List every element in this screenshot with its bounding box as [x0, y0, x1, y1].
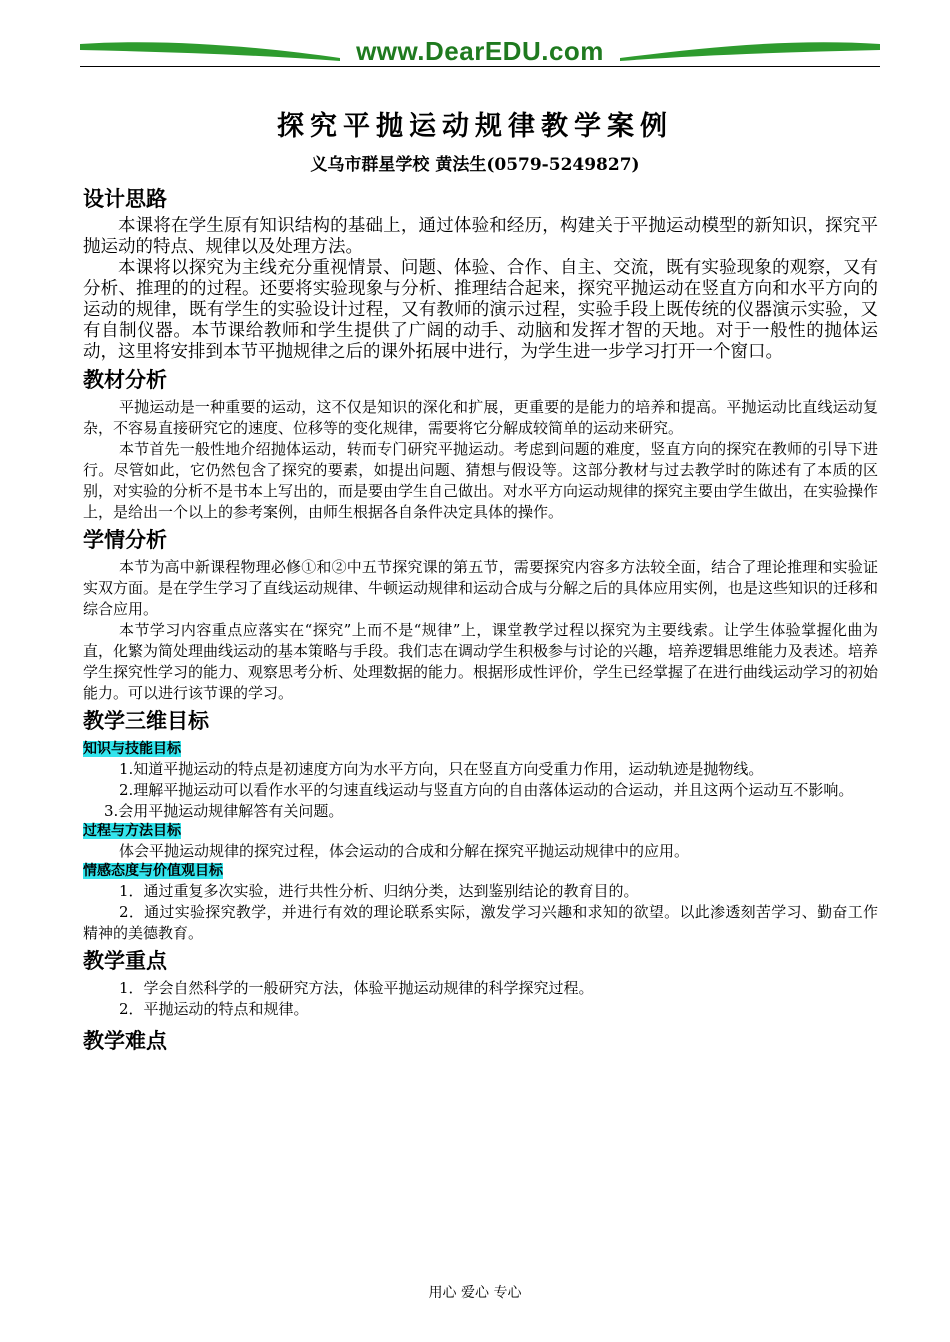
- section-heading: 教材分析: [83, 368, 167, 392]
- objective-group-label: 知识与技能目标: [83, 741, 181, 757]
- objective-item: 1．通过重复多次实验，进行共性分析、归纳分类，达到鉴别结论的教育目的。: [119, 882, 639, 900]
- objective-item: 3.会用平抛运动规律解答有关问题。: [104, 802, 344, 820]
- section-key-points: [83, 944, 878, 1020]
- page-header: [80, 30, 880, 68]
- paragraph: 本课将以探究为主线充分重视情景、问题、体验、合作、自主、交流，既有实验现象的观察，又有分析、推理的的过程。还要将实验现象与分析、推理结合起来，探究平抛运动在竖直方向和水平方向的运动的规律，既有学生的实验设计过程，又有教师的演示过程，实验手段上既传统的仪器演示实验，又有自制仪器。本节课给教师和学生提供了广阔的动手、动脑和发挥才智的天地。对于一般性的抛体运动，这里将安排到本节平抛规律之后的课外拓展中进行，为学生进一步学习打开一个窗口。: [83, 258, 878, 362]
- document-author: 义乌市群星学校 黄法生(0579-5249827): [310, 155, 640, 175]
- section-heading: 设计思路: [83, 187, 167, 211]
- section-heading: 教学三维目标: [83, 709, 209, 733]
- objective-item: 2．通过实验探究教学，并进行有效的理论联系实际，激发学习兴趣和求知的欲望。以此渗透刻苦学习、勤奋工作精神的美德教育。: [83, 903, 878, 942]
- objective-item: 2.理解平抛运动可以看作水平的匀速直线运动与竖直方向的自由落体运动的合运动，并且这两个运动互不影响。: [119, 781, 854, 799]
- paragraph: 平抛运动是一种重要的运动，这不仅是知识的深化和扩展，更重要的是能力的培养和提高。平抛运动比直线运动复杂，不容易直接研究它的速度、位移等的变化规律，需要将它分解成较简单的运动来研究。: [83, 398, 878, 437]
- section-student-analysis: [83, 523, 878, 704]
- objective-item: 1.知道平抛运动的特点是初速度方向为水平方向，只在竖直方向受重力作用，运动轨迹是抛物线。: [119, 760, 764, 778]
- header-rule: [80, 66, 880, 67]
- section-teaching-objectives: [83, 704, 878, 944]
- objective-item: 体会平抛运动规律的探究过程，体会运动的合成和分解在探究平抛运动规律中的应用。: [119, 842, 690, 860]
- paragraph: 本课将在学生原有知识结构的基础上，通过体验和经历，构建关于平抛运动模型的新知识，探究平抛运动的特点、规律以及处理方法。: [83, 216, 878, 257]
- section-heading: 教学重点: [83, 949, 167, 973]
- document-body: [83, 182, 878, 1058]
- page-footer: 用心 爱心 专心: [428, 1285, 522, 1301]
- site-logo: www.DearEDU.com: [356, 36, 604, 66]
- paragraph: 本节学习内容重点应落实在“探究”上而不是“规律”上，课堂教学过程以探究为主要线索。让学生体验掌握化曲为直，化繁为简处理曲线运动的基本策略与手段。我们志在调动学生积极参与讨论的兴趣，培养逻辑思维能力及表述。培养学生探究性学习的能力、观察思考分析、处理数据的能力。根据形成性评价，学生已经掌握了在进行曲线运动学习的初始能力。可以进行该节课的学习。: [83, 621, 879, 702]
- objective-group-label: 情感态度与价值观目标: [83, 863, 223, 879]
- document-title: 探究平抛运动规律教学案例: [277, 111, 673, 142]
- section-heading: 教学难点: [83, 1029, 167, 1053]
- key-point-item: 2．平抛运动的特点和规律。: [119, 1000, 309, 1018]
- key-point-item: 1．学会自然科学的一般研究方法，体验平抛运动规律的科学探究过程。: [119, 979, 594, 997]
- section-heading: 学情分析: [83, 528, 167, 552]
- section-textbook-analysis: [83, 363, 878, 523]
- section-design-ideas: [83, 182, 878, 363]
- paragraph: 本节首先一般性地介绍抛体运动，转而专门研究平抛运动。考虑到问题的难度，竖直方向的探究在教师的引导下进行。尽管如此，它仍然包含了探究的要素，如提出问题、猜想与假设等。这部分教材与过去教学时的陈述有了本质的区别，对实验的分析不是书本上写出的，而是要由学生自己做出。对水平方向运动规律的探究主要由学生做出，在实验操作上，是给出一个以上的参考案例，由师生根据各自条件决定具体的操作。: [83, 440, 879, 521]
- section-difficult-points: [83, 1024, 878, 1058]
- paragraph: 本节为高中新课程物理必修①和②中五节探究课的第五节，需要探究内容多方法较全面，结合了理论推理和实验证实双方面。是在学生学习了直线运动规律、牛顿运动规律和运动合成与分解之后的具体应用实例，也是这些知识的迁移和综合应用。: [83, 558, 879, 618]
- objective-group-label: 过程与方法目标: [83, 823, 181, 839]
